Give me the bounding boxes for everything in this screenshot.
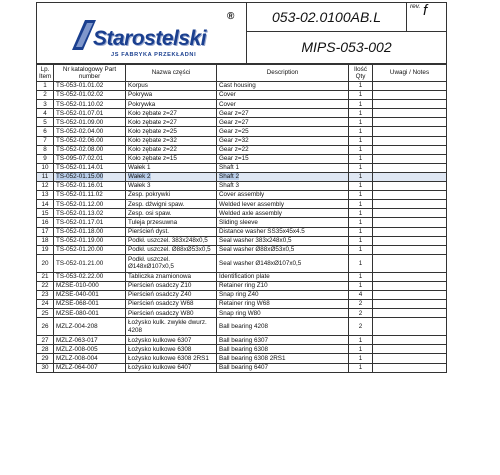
table-row[interactable] (37, 290, 447, 299)
cell-notes (373, 318, 447, 336)
cell-notes (373, 227, 447, 236)
table-row[interactable] (37, 318, 447, 336)
cell-part-number: MZLZ-008-005 (54, 345, 126, 354)
cell-notes (373, 172, 447, 181)
table-row[interactable] (37, 154, 447, 163)
cell-description: Gear z=27 (217, 109, 349, 118)
cell-notes (373, 363, 447, 372)
cell-part-number: TS-052-02.06.00 (54, 136, 126, 145)
cell-item: 19 (37, 245, 54, 254)
cell-name (126, 172, 217, 181)
cell-name: Koło zębate z=32 (126, 136, 217, 145)
logo-cell (37, 3, 247, 64)
cell-item: 6 (37, 127, 54, 136)
cell-name: Tuleja przesuwna (126, 218, 217, 227)
drawing-number: MIPS-053-002 (247, 32, 447, 64)
col-header-part-number: Nr katalogowy Part number (54, 65, 126, 82)
cell-notes (373, 82, 447, 91)
table-row[interactable] (37, 245, 447, 254)
cell-part-number: TS-053-01.01.02 (54, 82, 126, 91)
table-row[interactable] (37, 145, 447, 154)
cell-notes (373, 91, 447, 100)
cell-part-number: TS-052-01.20.00 (54, 245, 126, 254)
cell-part-number: TS-052-01.17.01 (54, 218, 126, 227)
cell-name: Koło zębate z=27 (126, 109, 217, 118)
table-row[interactable] (37, 118, 447, 127)
cell-qty: 2 (349, 318, 373, 336)
cell-description: Ball bearing 4208 (217, 318, 349, 336)
table-row[interactable] (37, 336, 447, 345)
cell-part-number: TS-052-01.10.02 (54, 100, 126, 109)
col-header-notes: Uwagi / Notes (373, 65, 447, 82)
cell-notes (373, 109, 447, 118)
registered-mark: ® (227, 11, 235, 22)
cell-description: Ball bearing 6308 (217, 345, 349, 354)
cell-notes (373, 218, 447, 227)
cell-description: Shaft 1 (217, 163, 349, 172)
table-row[interactable] (37, 200, 447, 209)
cell-notes (373, 136, 447, 145)
cell-qty: 1 (349, 236, 373, 245)
cell-part-number: TS-052-01.14.01 (54, 163, 126, 172)
cell-description: Cover (217, 91, 349, 100)
cell-notes (373, 191, 447, 200)
selected-text: TS-052-01.15.00 (56, 173, 104, 181)
cell-item: 2 (37, 91, 54, 100)
cell-description: Cover assembly (217, 191, 349, 200)
cell-notes (373, 236, 447, 245)
cell-part-number: TS-052-01.07.01 (54, 109, 126, 118)
cell-item: 3 (37, 100, 54, 109)
cell-item: 18 (37, 236, 54, 245)
cell-notes (373, 281, 447, 290)
cell-item: 16 (37, 218, 54, 227)
cell-qty: 2 (349, 309, 373, 318)
cell-description: Ball bearing 6308 2RS1 (217, 354, 349, 363)
cell-qty: 1 (349, 127, 373, 136)
cell-name: Wałek 3 (126, 182, 217, 191)
cell-part-number: MZLZ-064-007 (54, 363, 126, 372)
cell-name: Korpus (126, 82, 217, 91)
cell-notes (373, 300, 447, 309)
cell-part-number: MZSE-010-000 (54, 281, 126, 290)
cell-item: 9 (37, 154, 54, 163)
cell-name: Łożysko kulkowe 6407 (126, 363, 217, 372)
cell-item: 23 (37, 290, 54, 299)
table-row[interactable] (37, 354, 447, 363)
cell-qty: 1 (349, 145, 373, 154)
cell-item: 28 (37, 345, 54, 354)
cell-notes (373, 290, 447, 299)
table-row[interactable] (37, 281, 447, 290)
cell-part-number: TS-052-01.13.02 (54, 209, 126, 218)
table-row[interactable] (37, 163, 447, 172)
cell-description: Ball bearing 6407 (217, 363, 349, 372)
cell-qty: 1 (349, 100, 373, 109)
cell-item: 20 (37, 254, 54, 272)
cell-item: 11 (37, 172, 54, 181)
cell-item: 25 (37, 309, 54, 318)
cell-item: 24 (37, 300, 54, 309)
table-header-row (37, 65, 447, 82)
parts-list-sheet (36, 2, 446, 373)
cell-notes (373, 100, 447, 109)
col-header-name: Nazwa części (126, 65, 217, 82)
cell-notes (373, 127, 447, 136)
cell-item: 4 (37, 109, 54, 118)
cell-part-number: TS-052-01.18.00 (54, 227, 126, 236)
cell-part-number: TS-095-07.02.01 (54, 154, 126, 163)
cell-notes (373, 245, 447, 254)
cell-qty: 1 (349, 154, 373, 163)
cell-description: Seal washer 383x248x0,5 (217, 236, 349, 245)
cell-item: 12 (37, 182, 54, 191)
cell-description: Seal washer Ø88xØ53x0,5 (217, 245, 349, 254)
cell-item: 1 (37, 82, 54, 91)
cell-item: 7 (37, 136, 54, 145)
table-row[interactable] (37, 182, 447, 191)
cell-description: Snap ring W80 (217, 309, 349, 318)
revision-cell (407, 3, 447, 32)
cell-description: Welded axle assembly (217, 209, 349, 218)
cell-part-number: MZSE-080-001 (54, 309, 126, 318)
table-row[interactable] (37, 345, 447, 354)
cell-name: Pierścień dyst. (126, 227, 217, 236)
cell-description: Gear z=22 (217, 145, 349, 154)
cell-qty: 1 (349, 245, 373, 254)
cell-description: Retainer ring Z10 (217, 281, 349, 290)
cell-name: Podkł. uszczel. Ø88xØ53x0,5 (126, 245, 217, 254)
cell-part-number: MZLZ-004-208 (54, 318, 126, 336)
cell-item: 15 (37, 209, 54, 218)
cell-notes (373, 118, 447, 127)
cell-part-number: MZLZ-063-017 (54, 336, 126, 345)
cell-item: 10 (37, 163, 54, 172)
table-row[interactable] (37, 227, 447, 236)
cell-name: Koło zębate z=27 (126, 118, 217, 127)
cell-qty: 1 (349, 209, 373, 218)
table-row[interactable] (37, 109, 447, 118)
table-row[interactable] (37, 82, 447, 91)
cell-name: Łożysko kulkowe 6308 (126, 345, 217, 354)
title-block (36, 2, 447, 64)
cell-part-number: TS-052-02.08.00 (54, 145, 126, 154)
cell-qty: 1 (349, 200, 373, 209)
cell-part-number: TS-053-02.22.00 (54, 272, 126, 281)
cell-name: Tabliczka znamionowa (126, 272, 217, 281)
cell-name: Łożysko kulkowe 6307 (126, 336, 217, 345)
table-row[interactable] (37, 191, 447, 200)
cell-part-number: TS-052-01.12.00 (54, 200, 126, 209)
cell-qty: 1 (349, 218, 373, 227)
cell-description: Cast housing (217, 82, 349, 91)
revision-value: f (423, 2, 428, 19)
cell-name: Zesp. dźwigni spaw. (126, 200, 217, 209)
cell-description: Sliding sleeve (217, 218, 349, 227)
cell-description: Seal washer Ø148xØ107x0,5 (217, 254, 349, 272)
cell-item: 5 (37, 118, 54, 127)
cell-notes (373, 345, 447, 354)
cell-notes (373, 182, 447, 191)
cell-description: Shaft 3 (217, 182, 349, 191)
cell-name: Łożysko kulk. zwykłe dwurz. 4208 (126, 318, 217, 336)
col-header-description: Description (217, 65, 349, 82)
cell-notes (373, 145, 447, 154)
parts-table (36, 64, 447, 373)
cell-name: Podkł. uszczel. Ø148xØ107x0,5 (126, 254, 217, 272)
document-number: 053-02.0100AB.L (247, 3, 407, 32)
cell-name: Wałek 1 (126, 163, 217, 172)
table-row[interactable] (37, 209, 447, 218)
cell-qty: 1 (349, 109, 373, 118)
cell-description: Ball bearing 6307 (217, 336, 349, 345)
cell-item: 13 (37, 191, 54, 200)
cell-part-number: MZSE-068-001 (54, 300, 126, 309)
cell-qty: 1 (349, 82, 373, 91)
cell-item: 27 (37, 336, 54, 345)
cell-qty: 1 (349, 172, 373, 181)
cell-qty: 1 (349, 191, 373, 200)
table-row[interactable] (37, 309, 447, 318)
cell-part-number: TS-052-01.16.01 (54, 182, 126, 191)
cell-qty: 1 (349, 363, 373, 372)
cell-description: Gear z=27 (217, 118, 349, 127)
table-row[interactable] (37, 136, 447, 145)
table-row[interactable] (37, 218, 447, 227)
revision-label: rev. (410, 3, 421, 10)
cell-notes (373, 272, 447, 281)
cell-item: 22 (37, 281, 54, 290)
cell-qty: 1 (349, 182, 373, 191)
cell-part-number: MZLZ-008-004 (54, 354, 126, 363)
cell-name: Zesp. osi spaw. (126, 209, 217, 218)
cell-name: Zesp. pokrywki (126, 191, 217, 200)
cell-notes (373, 200, 447, 209)
cell-description: Identification plate (217, 272, 349, 281)
cell-notes (373, 163, 447, 172)
cell-name: Koło zębate z=22 (126, 145, 217, 154)
cell-qty: 4 (349, 290, 373, 299)
cell-name: Pierścień osadczy Z10 (126, 281, 217, 290)
cell-item: 14 (37, 200, 54, 209)
cell-name: Pierścień osadczy Z40 (126, 290, 217, 299)
cell-part-number: TS-052-01.02.02 (54, 91, 126, 100)
cell-part-number: MZSE-040-001 (54, 290, 126, 299)
table-row[interactable] (37, 272, 447, 281)
cell-item: 8 (37, 145, 54, 154)
cell-item: 29 (37, 354, 54, 363)
col-header-qty: Ilość Qty (349, 65, 373, 82)
cell-name: Pokrywka (126, 100, 217, 109)
cell-notes (373, 336, 447, 345)
table-row[interactable] (37, 254, 447, 272)
cell-item: 30 (37, 363, 54, 372)
cell-description: Distance washer SS35x45x4.5 (217, 227, 349, 236)
cell-description: Gear z=25 (217, 127, 349, 136)
cell-qty: 1 (349, 272, 373, 281)
table-row[interactable] (37, 363, 447, 372)
col-header-item: Lp. Item (37, 65, 54, 82)
cell-description: Cover (217, 100, 349, 109)
cell-qty: 2 (349, 300, 373, 309)
cell-part-number: TS-052-02.04.00 (54, 127, 126, 136)
cell-notes (373, 309, 447, 318)
cell-name: Pokrywa (126, 91, 217, 100)
cell-name: Koło zębate z=25 (126, 127, 217, 136)
selected-text: Shaft 2 (219, 173, 239, 181)
cell-description: Gear z=32 (217, 136, 349, 145)
cell-notes (373, 254, 447, 272)
cell-name: Łożysko kulkowe 6308 2RS1 (126, 354, 217, 363)
cell-qty: 1 (349, 118, 373, 127)
cell-qty: 1 (349, 91, 373, 100)
cell-notes (373, 154, 447, 163)
cell-qty: 1 (349, 354, 373, 363)
cell-item: 21 (37, 272, 54, 281)
cell-description (217, 172, 349, 181)
cell-name: Podkł. uszczel. 383x248x0,5 (126, 236, 217, 245)
cell-notes (373, 209, 447, 218)
table-row[interactable] (37, 100, 447, 109)
company-subtitle: JS FABRYKA PRZEKŁADNI (111, 52, 197, 58)
cell-qty: 1 (349, 227, 373, 236)
table-row[interactable] (37, 236, 447, 245)
table-row[interactable] (37, 91, 447, 100)
table-row[interactable] (37, 172, 447, 181)
cell-qty: 1 (349, 281, 373, 290)
cell-qty: 1 (349, 336, 373, 345)
table-row[interactable] (37, 300, 447, 309)
cell-item: 17 (37, 227, 54, 236)
cell-qty: 1 (349, 345, 373, 354)
cell-notes (373, 354, 447, 363)
cell-qty: 1 (349, 163, 373, 172)
cell-name: Koło zębate z=15 (126, 154, 217, 163)
cell-part-number: TS-052-01.09.00 (54, 118, 126, 127)
cell-name: Pierścień osadczy W80 (126, 309, 217, 318)
selected-text: Wałek 2 (128, 173, 151, 181)
cell-part-number: TS-052-01.19.00 (54, 236, 126, 245)
table-row[interactable] (37, 127, 447, 136)
cell-description: Retainer ring W68 (217, 300, 349, 309)
cell-name: Pierścień osadczy W68 (126, 300, 217, 309)
cell-qty: 1 (349, 136, 373, 145)
cell-description: Gear z=15 (217, 154, 349, 163)
cell-description: Welded lever assembly (217, 200, 349, 209)
cell-part-number: TS-052-01.21.00 (54, 254, 126, 272)
company-name: Starostelski (93, 27, 207, 50)
cell-qty: 1 (349, 254, 373, 272)
cell-description: Snap ring Z40 (217, 290, 349, 299)
cell-part-number: TS-052-01.11.02 (54, 191, 126, 200)
cell-item: 26 (37, 318, 54, 336)
cell-part-number (54, 172, 126, 181)
